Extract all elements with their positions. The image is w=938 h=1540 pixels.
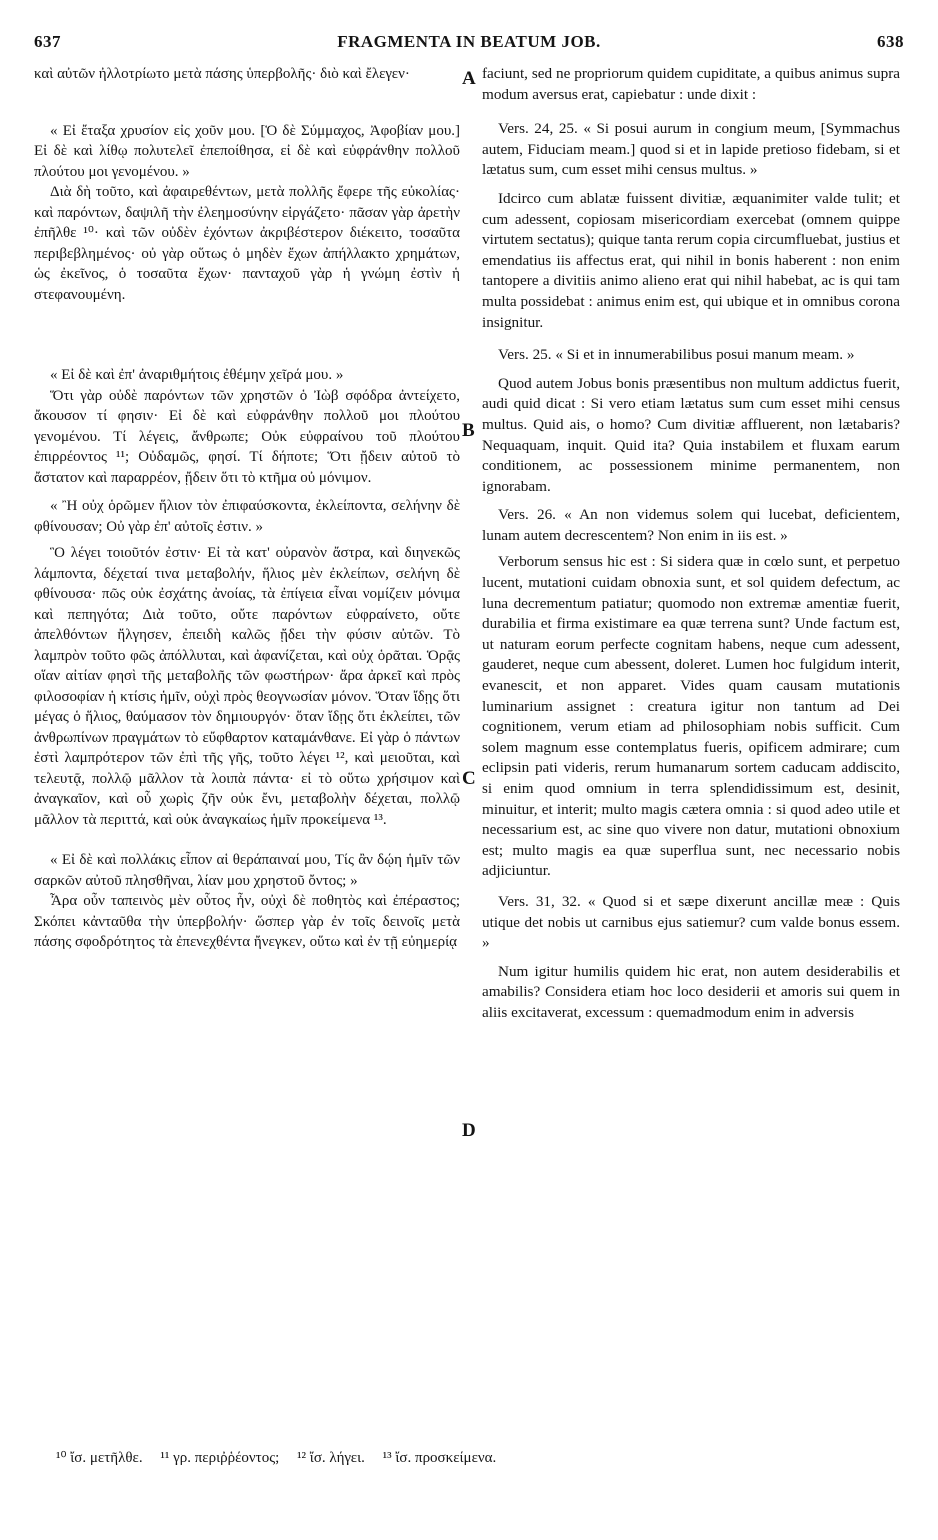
greek-paragraph: καὶ αὐτῶν ἠλλοτρίωτο μετὰ πάσης ὑπερβολῆς· διὸ καὶ ἔλεγεν· xyxy=(34,66,410,82)
latin-paragraph: Verborum sensus hic est : Si sidera quæ in cœlo sunt, et perpetuo lucent, mutationi cuidam obnoxia sunt, et sol quidem defectum, ac luna decrementum patiatur; quomodo non extremæ amentiæ fuerit, durabilia et firma existimare ea quæ terrena sunt? Unde factum est, ut naturam eorum perfecte cognitam habens, neque cum adessent, gauderet, neque cum abessent, doleret. Lumen hoc fulgidum interit, evanescit, et non apparet. Vides quam causam mutationis luminarium assignet : creatura igitur non tantum ad Dei cognitionem, verum etiam ad philosophiam nobis sufficit. Cum solem magnum esse contemplatus fueris, opificem admirare; cum eclipsin pati videris, rerum humanarum sortem caducam addiscito, si enim quod omnium in terra splendidissimum est, desinit, minuitur, et interit; multo magis cætera omnia : si quod adeo utile et necessarium est, ac sine quo vivere non datur, mutationi obnoxium est; multo magis ea quæ superflua sunt, nec necessario nobis adjiciuntur. xyxy=(482,553,900,880)
page-number-right: 638 xyxy=(877,32,904,51)
footnote: ¹⁰ ἴσ. μετῆλθε. xyxy=(56,1450,143,1466)
latin-paragraph: faciunt, sed ne propriorum quidem cupiditate, a quibus animus supra modum aversus erat, capiebatur : unde dixit : xyxy=(482,65,900,103)
greek-lemma: « Εἰ δὲ καὶ πολλάκις εἶπον αἱ θεράπαιναί μου, Τίς ἂν δῴη ἡμῖν τῶν σαρκῶν αὐτοῦ πλησθῆναι, λίαν μου χρηστοῦ ὄντος; » xyxy=(34,852,460,889)
footnote: ¹³ ἴσ. προσκείμενα. xyxy=(382,1450,497,1466)
footnotes xyxy=(56,1448,876,1467)
latin-lemma: Vers. 26. « An non videmus solem qui lucebat, deficientem, lunam autem decrescentem? Non enim in iis est. » xyxy=(482,506,900,544)
margin-letter-b: B xyxy=(462,420,475,441)
greek-paragraph: Διὰ δὴ τοῦτο, καὶ ἀφαιρεθέντων, μετὰ πολλῆς ἔφερε τῆς εὐκολίας· καὶ παρόντων, δαψιλῆ τὴν ἐλεημοσύνην εἰργάζετο· πᾶσαν γὰρ ἀρετὴν ἐπῆλθε ¹⁰· καὶ τῶν οὐδὲν ἐχόντων ἀκριβέστερον διέκειτο, τοσαῦτα περιβεβλημένος· οὐ γὰρ οὕτως ὁ μηδὲν ἔχων ἀπήλλακτο χρημάτων, ὡς ἐκεῖνος, ὁ τοσαῦτα ἔχων· πανταχοῦ γὰρ ἡ γνώμη ἐστὶν ἡ στεφανουμένη. xyxy=(34,184,460,303)
latin-paragraph: Num igitur humilis quidem hic erat, non autem desiderabilis et amabilis? Considera etiam hoc loco desiderii et amoris sui quem in aliis excitaverat, excessum : quemadmodum enim in adversis xyxy=(482,962,900,1021)
greek-lemma: « Εἰ ἔταξα χρυσίον εἰς χοῦν μου. [Ὁ δὲ Σύμμαχος, Ἀφοβίαν μου.] Εἰ δὲ καὶ λίθῳ πολυτελεῖ ἐπεποίθησα, εἰ δὲ καὶ εὐφράνθην πολλοῦ πλούτου μοι γενομένου. » xyxy=(34,122,460,180)
greek-lemma: « Ἢ οὐχ ὁρῶμεν ἥλιον τὸν ἐπιφαύσκοντα, ἐκλείποντα, σελήνην δὲ φθίνουσαν; Οὐ γὰρ ἐπ' αὐτοῖς ἐστιν. » xyxy=(34,498,460,535)
footnote: ¹¹ γρ. περιῤῥέοντος; xyxy=(160,1450,280,1466)
latin-lemma: Vers. 25. « Si et in innumerabilibus posui manum meam. » xyxy=(498,346,855,364)
latin-lemma: Vers. 24, 25. « Si posui aurum in congium meum, [Symmachus autem, Fiduciam meam.] quod si et in lapide pretioso fidebam, si et lætatus sum, cum esset mihi census multus. » xyxy=(482,120,900,179)
footnote: ¹² ἴσ. λήγει. xyxy=(297,1450,365,1466)
latin-column xyxy=(482,64,900,1024)
running-header xyxy=(34,32,904,58)
greek-column xyxy=(34,64,460,953)
greek-lemma: « Εἰ δὲ καὶ ἐπ' ἀναριθμήτοις ἐθέμην χεῖρά μου. » xyxy=(50,367,344,383)
greek-paragraph: Ἆρα οὖν ταπεινὸς μὲν οὗτος ἦν, οὐχὶ δὲ ποθητὸς καὶ ἐπέραστος; Σκόπει κἀνταῦθα τὴν ὑπερβολήν· ὥσπερ γὰρ ἐν τοῖς δεινοῖς μετὰ πάσης σφοδρότητος τὰ ἐπενεχθέντα ἤνεγκεν, οὕτω καὶ ἐν τῇ εὐημερίᾳ xyxy=(34,893,460,950)
latin-paragraph: Idcirco cum ablatæ fuissent divitiæ, æquanimiter valde tulit; et cum adessent, copiosam misericordiam exercebat (omnem quippe virtutem sectatus); quique tanta rerum copia circumfluebat, justius et emendatius iis affectus erat, qui nihil in bonis haberent : non enim tantopere a divitiis animo alieno erat qui nihil habebat, ac is qui tam multa possidebat : animus enim est, qui ubique et in omnibus corona insignitur. xyxy=(482,189,900,331)
latin-lemma: Vers. 31, 32. « Quod si et sæpe dixerunt ancillæ meæ : Quis utique det nobis ut carnibus ejus satiemur? cum valde bonus essem. » xyxy=(482,892,900,952)
latin-paragraph: Quod autem Jobus bonis præsentibus non multum addictus fuerit, audi quid dicat : Si vero etiam lætatus sum cum esset mihi census multus. Quid ais, o homo? Cum divitiæ affluerent, non lætabaris? Nequaquam, inquit. Quid ita? Quia instabilem et fluxam earum conditionem, ac possessionem minime permanentem, non ignorabam. xyxy=(482,374,900,495)
margin-letter-c: C xyxy=(462,768,476,789)
page-number-left: 637 xyxy=(34,32,61,51)
greek-paragraph: Ὅτι γὰρ οὐδὲ παρόντων τῶν χρηστῶν ὁ Ἰὼβ σφόδρα ἀντείχετο, ἄκουσον τί φησιν· Εἰ δὲ καὶ εὐφράνθην πολλοῦ μοι πλούτου γενομένου. Τί λέγεις, ἄνθρωπε; Οὐκ εὐφραίνου τοῦ πλούτου ἐπιρρέοντος ¹¹; Οὐδαμῶς, φησί. Τί δήποτε; Ὅτι ᾔδειν αὐτοῦ τὸ ἄστατον καὶ παραρρέον, ᾔδειν ὅτι τὸ κτῆμα οὐ μόνιμον. xyxy=(34,387,460,486)
margin-letter-d: D xyxy=(462,1120,476,1141)
greek-paragraph: Ὃ λέγει τοιοῦτόν ἐστιν· Εἰ τὰ κατ' οὐρανὸν ἄστρα, καὶ διηνεκῶς λάμποντα, δέχεταί τινα μεταβολήν, ἥλιος μὲν ἐκλείπων, σελήνη δὲ φθίνουσα· πῶς οὐκ ἐσχάτης ἀνοίας, τὰ ἐπίγεια εἶναι νομίζειν μόνιμα καὶ πεπηγότα; Διὰ τοῦτο, οὔτε παρόντων εὐφραίνετο, οὔτε ἀπελθόντων ἤλγησεν, ἐπειδὴ καλῶς ᾔδει τὴν φύσιν αὐτῶν. Τὸ λαμπρὸν τοῦτο φῶς ἀπόλλυται, καὶ ἀφανίζεται, καὶ οὐχ ὁρᾶται. Ὁρᾷς οἵαν αἰτίαν φησὶ τῆς μεταβολῆς τῶν φωστήρων· ἄρα ἀρκεῖ καὶ πρὸς φιλοσοφίαν ἡ κτίσις ἡμῖν, οὐχὶ πρὸς θεογνωσίαν μόνον. Ὅταν ἴδῃς ὅτι μέγας ὁ ἥλιος, θαύμασον τὸν δημιουργόν· ὅταν ἴδῃς ὅτι ἐκλείπει, τῶν ἀνθρωπίνων πραγμάτων τὸ εὔφθαρτον καταμάνθανε. Εἰ γὰρ ὁ πάντων ἐστὶ λαμπρότερον τῶν ἐπὶ τῆς γῆς, τοῦτο λέγει ¹², καὶ μειοῦται, καὶ τελευτᾷ, πολλῷ μᾶλλον τὰ λοιπὰ πάντα· εἰ τὸ οὕτω χρήσιμον καὶ ἀναγκαῖον, καὶ οὗ χωρὶς ζῆν οὐκ ἔνι, μεταβολὴν δέχεται, πολλῷ μᾶλλον τὰ περιττά, καὶ οὐκ ἀναγκαίως ἡμῖν προκείμενα ¹³. xyxy=(34,545,460,828)
running-title: FRAGMENTA IN BEATUM JOB. xyxy=(337,32,601,51)
margin-letter-a: A xyxy=(462,68,476,89)
